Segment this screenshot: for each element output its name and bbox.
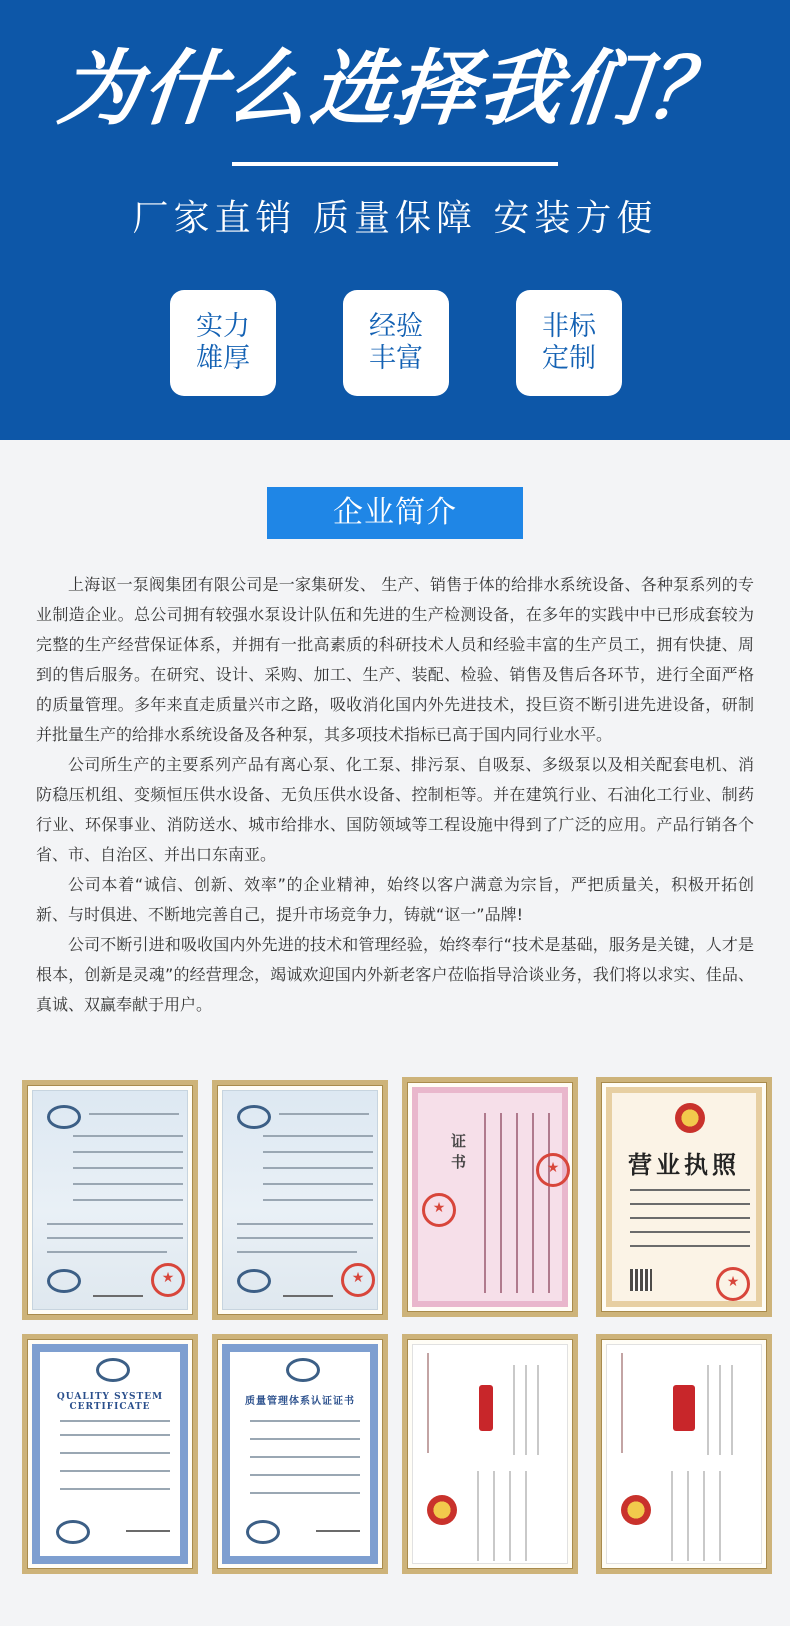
intro-paragraph: 公司所生产的主要系列产品有离心泵、化工泵、排污泵、自吸泵、多级泵以及相关配套电机、消防稳压机组、变频恒压供水设备、无负压供水设备、控制柜等。并在建筑行业、石油化工行业、制药行业、环保事业、消防送水、城市给排水、国防领域等工程设施中得到了广泛的应用。产品行销各个省、市、自治区、并出口东南亚。 [36, 755, 754, 864]
certificate-quality-system-cn [212, 1334, 388, 1574]
red-seal-icon [341, 1263, 375, 1297]
certificate-pink [402, 1077, 578, 1317]
certificate-quality-system-en [22, 1334, 198, 1574]
certificate-pump-product-2 [596, 1334, 772, 1574]
hero-slogan: 厂家直销 质量保障 安装方便 [132, 198, 658, 239]
cnas-logo-icon [246, 1520, 280, 1544]
pump-illustration-icon [479, 1385, 493, 1431]
hero-divider [232, 162, 558, 166]
feature-card-custom [516, 290, 622, 396]
hero-banner [0, 0, 790, 440]
ccc-logo-icon [237, 1105, 271, 1129]
hero-title: 为什么选择我们？ [53, 41, 737, 137]
pump-illustration-icon [673, 1385, 695, 1431]
feature-card-line2: 丰富 [369, 343, 423, 374]
feature-card-line1: 实力 [196, 311, 250, 342]
feature-card-experience [343, 290, 449, 396]
ccc-logo-icon [47, 1105, 81, 1129]
feature-card-line1: 经验 [369, 311, 423, 342]
certificate-product-cert-1 [22, 1080, 198, 1320]
qa-certificate-title-en: QUALITY SYSTEM CERTIFICATE [56, 1392, 164, 1412]
cqc-logo-icon [286, 1358, 320, 1382]
intro-paragraph: 公司本着“诚信、创新、效率”的企业精神，始终以客户满意为宗旨，严把质量关，积极开拓创新、与时俱进、不断地完善自己，提升市场竞争力，铸就“讴一”品牌! [36, 875, 754, 924]
intro-paragraph: 公司不断引进和吸收国内外先进的技术和管理经验，始终奉行“技术是基础，服务是关键，人才是根本，创新是灵魂”的经营理念，竭诚欢迎国内外新老客户莅临指导洽谈业务，我们将以求实、佳品、真诚、双赢奉献于用户。 [36, 935, 754, 1014]
qr-code-icon [630, 1269, 652, 1291]
certificate-product-cert-2 [212, 1080, 388, 1320]
feature-card-line2: 雄厚 [196, 343, 250, 374]
ccc-logo-icon [237, 1269, 271, 1293]
section-title-company-intro: 企业简介 [267, 487, 523, 539]
certificate-business-license [596, 1077, 772, 1317]
national-emblem-icon [675, 1103, 705, 1133]
fire-logo-icon [427, 1495, 457, 1525]
red-seal-icon [422, 1193, 456, 1227]
red-seal-icon [151, 1263, 185, 1297]
red-seal-icon [716, 1267, 750, 1301]
cnas-logo-icon [56, 1520, 90, 1544]
pink-certificate-title: 证书 [449, 1133, 467, 1175]
feature-card-strength [170, 290, 276, 396]
company-intro-text [36, 570, 754, 1020]
license-title: 营业执照 [628, 1150, 740, 1179]
red-seal-icon [536, 1153, 570, 1187]
cqc-logo-icon [96, 1358, 130, 1382]
ccc-logo-icon [47, 1269, 81, 1293]
qa-certificate-title-cn: 质量管理体系认证证书 [245, 1396, 355, 1407]
fire-logo-icon [621, 1495, 651, 1525]
certificate-pump-product-1 [402, 1334, 578, 1574]
feature-card-line1: 非标 [542, 311, 596, 342]
intro-paragraph: 上海讴一泵阀集团有限公司是一家集研发、 生产、销售于体的给排水系统设备、各种泵系列的专业制造企业。总公司拥有较强水泵设计队伍和先进的生产检测设备，在多年的实践中中已形成套较为完整的生产经营保证体系，并拥有一批高素质的科研技术人员和经验丰富的生产员工，拥有快捷、周到的售后服务。在研究、设计、采购、加工、生产、装配、检验、销售及售后各环节，进行全面严格的质量管理。多年来直走质量兴市之路，吸收消化国内外先进技术，投巨资不断引进先进设备，研制并批量生产的给排水系统设备及各种泵，其多项技术指标已高于国内同行业水平。 [36, 575, 754, 744]
feature-card-line2: 定制 [542, 343, 596, 374]
